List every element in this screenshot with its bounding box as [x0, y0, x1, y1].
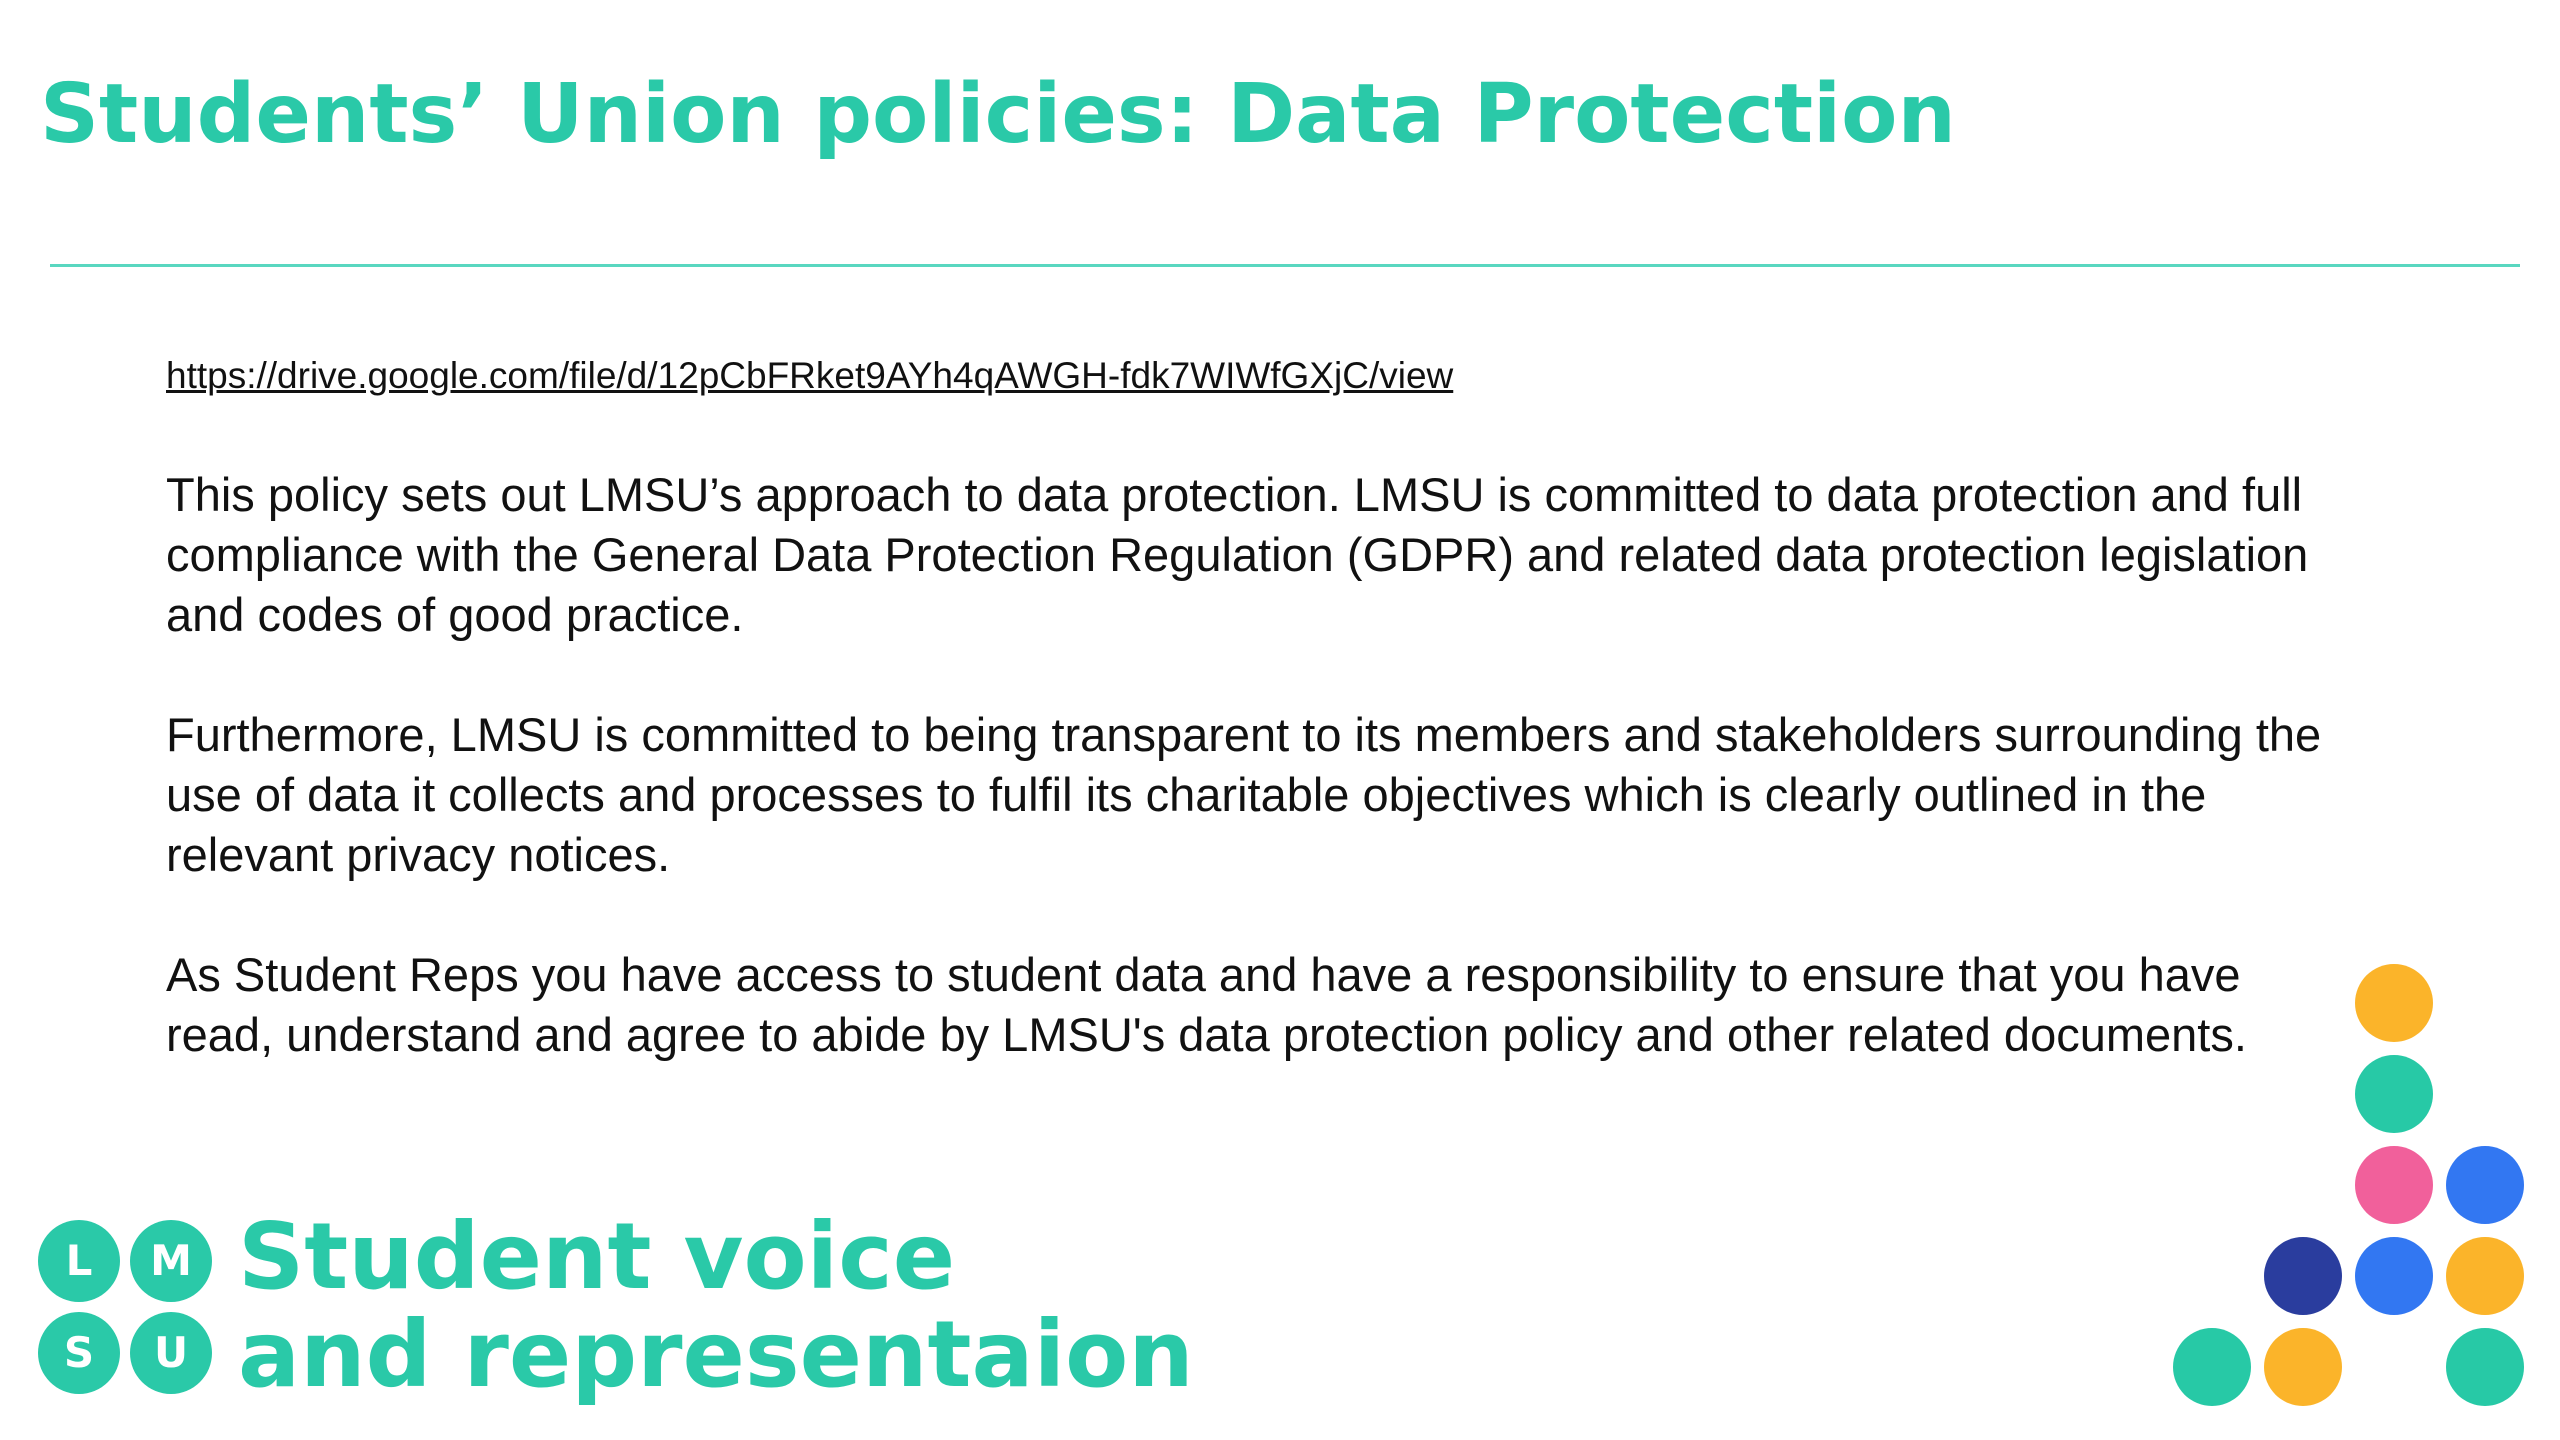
- policy-body: [166, 465, 2346, 1125]
- title-divider: [50, 264, 2520, 267]
- logo-letter-m: M: [130, 1220, 212, 1302]
- paragraph-transparency: Furthermore, LMSU is committed to being transparent to its members and stakeholders surrounding the use of data it collects and processes to fulfil its charitable objectives which is clearly outlined in the relevant privacy notices.: [166, 708, 2322, 881]
- dot-blue: [2446, 1146, 2524, 1224]
- logo-letter-u: U: [130, 1312, 212, 1394]
- dot-blue: [2355, 1237, 2433, 1315]
- brand-line-2: and representaion: [238, 1301, 1194, 1408]
- dot-teal: [2173, 1328, 2251, 1406]
- slide-title: Students’ Union policies: Data Protection: [40, 67, 1956, 162]
- policy-link[interactable]: https://drive.google.com/file/d/12pCbFRket9AYh4qAWGH-fdk7WIWfGXjC/view: [166, 355, 1454, 396]
- paragraph-responsibility: As Student Reps you have access to student data and have a responsibility to ensure that you have read, understand and agree to abide by LMSU's data protection policy and other related documents.: [166, 948, 2247, 1061]
- lmsu-logo: [38, 1220, 218, 1400]
- brand-text: [238, 1203, 1194, 1408]
- dot-teal: [2446, 1328, 2524, 1406]
- dot-amber: [2446, 1237, 2524, 1315]
- dot-navy: [2264, 1237, 2342, 1315]
- logo-letter-s: S: [38, 1312, 120, 1394]
- brand-line-1: Student voice: [238, 1203, 956, 1310]
- dot-pink: [2355, 1146, 2433, 1224]
- dot-amber: [2264, 1328, 2342, 1406]
- logo-letter-l: L: [38, 1220, 120, 1302]
- paragraph-approach: This policy sets out LMSU’s approach to data protection. LMSU is committed to data protection and full compliance with the General Data Protection Regulation (GDPR) and related data protection legislation and codes of good practice.: [166, 468, 2309, 641]
- dot-amber: [2355, 964, 2433, 1042]
- dot-teal: [2355, 1055, 2433, 1133]
